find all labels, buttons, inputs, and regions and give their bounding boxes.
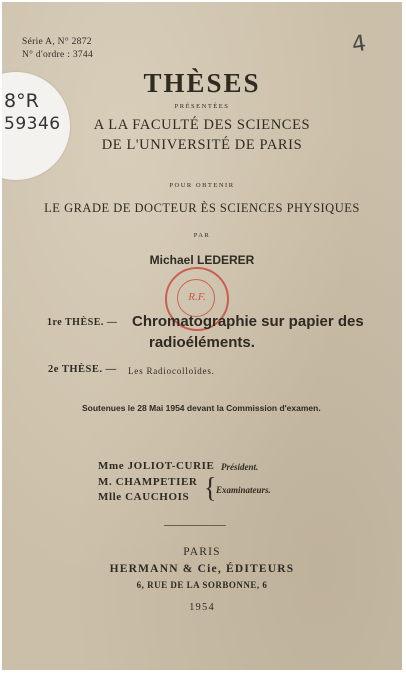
seal-text: R.F. [188,291,206,303]
jury-member-1: Mme JOLIOT-CURIE [98,460,215,472]
publisher-name: HERMANN & Cie, ÉDITEURS [109,563,295,575]
publication-year: 1954 [189,602,215,613]
author-name: Michael LEDERER [149,253,255,267]
faculty-line1: A LA FACULTÉ DES SCIENCES [93,117,311,133]
publisher-address: 6, RUE DE LA SORBONNE, 6 [136,580,268,590]
publisher-city: PARIS [183,546,221,558]
library-stamp-line2: 59346 [4,114,61,134]
serie-number: Série A, N° 2872 [22,37,92,47]
grade-text: LE GRADE DE DOCTEUR ÈS SCIENCES PHYSIQUES [44,201,360,215]
jury-member-3: Mlle CAUCHOIS [98,491,190,503]
these1-title-line2: radioéléments. [149,334,255,351]
ordre-number: N° d'ordre : 3744 [22,50,94,60]
these2-title: Les Radiocolloïdes. [128,366,215,376]
pour-obtenir-text: POUR OBTENIR [169,182,235,189]
jury-member-2: M. CHAMPETIER [98,476,198,488]
faculty-line2: DE L'UNIVERSITÉ DE PARIS [101,137,303,153]
these2-label: 2e THÈSE. — [48,364,117,375]
document-page [2,2,402,670]
library-stamp-line1: 8°R [4,90,39,112]
defense-date-text: Soutenues le 28 Mai 1954 devant la Commission d'examen. [82,403,321,413]
jury-brace-icon: { [204,471,217,504]
these1-title-line1: Chromatographie sur papier des [132,313,364,330]
jury-role-examinateurs: Examinateurs. [216,485,271,495]
par-text: PAR [193,232,211,239]
corner-pencil-mark: 4 [350,31,368,58]
presentees-text: PRÉSENTÉES [174,103,230,110]
serie-block [22,36,93,62]
these1-label: 1re THÈSE. — [47,317,118,328]
document-title: THÈSES [143,68,261,98]
divider-rule [164,525,226,526]
jury-role-president: Président. [221,462,259,472]
